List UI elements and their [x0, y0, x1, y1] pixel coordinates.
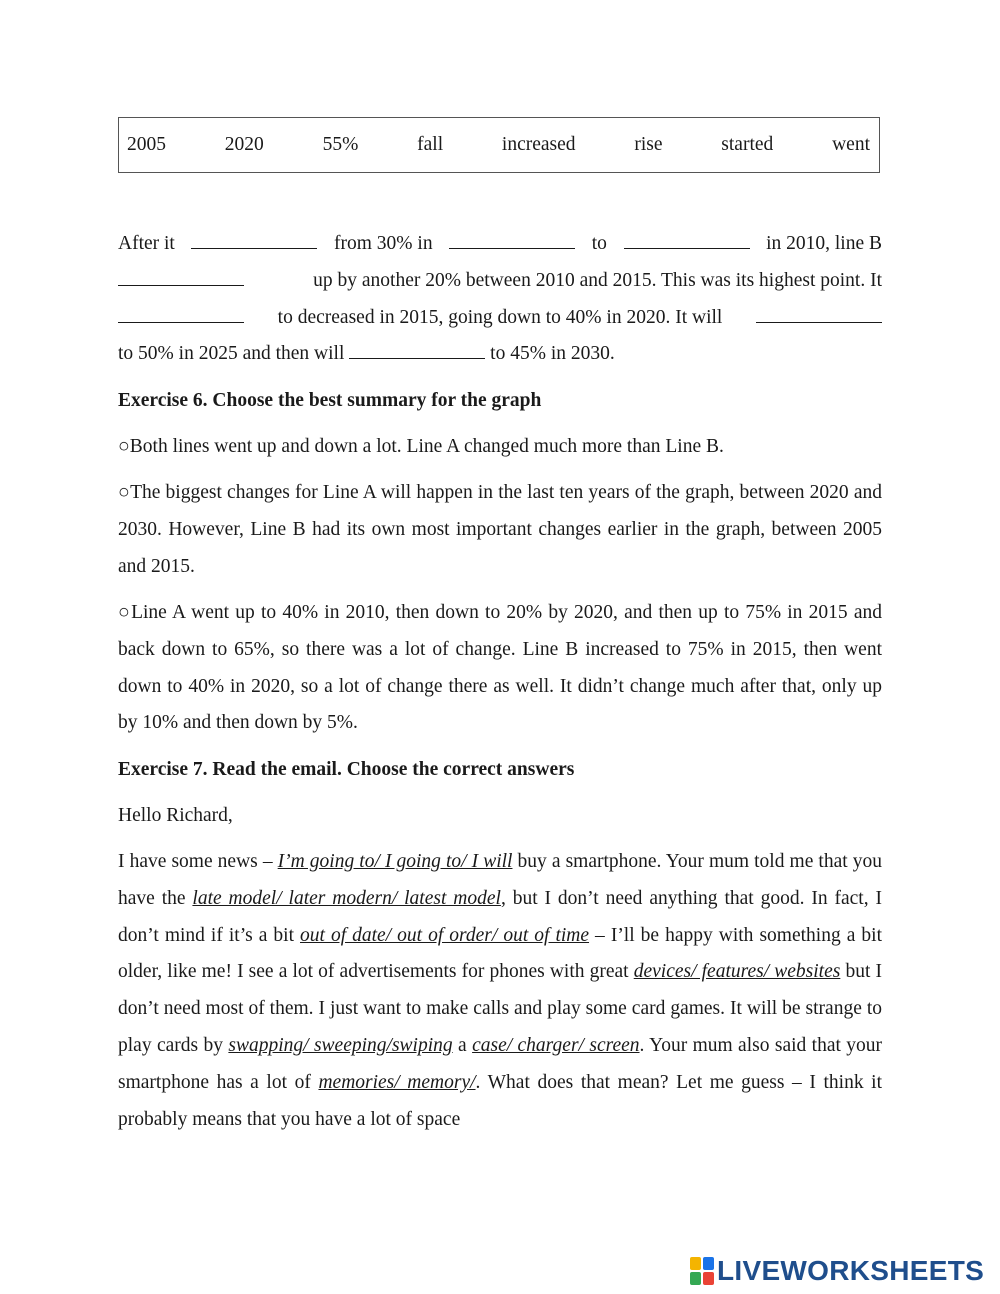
logo-square	[703, 1272, 714, 1285]
email-text: . What does that mean? Let me guess – I think it probably means that you have a lot of space	[118, 1071, 883, 1130]
fill-line-1	[118, 226, 882, 263]
word-bank-item: increased	[501, 134, 576, 155]
email-text: but I don’t need most of them. I just want to make calls and play some card games. It will be strange to play cards by	[118, 961, 883, 1056]
exercise-6-option-1[interactable]: ○Both lines went up and down a lot. Line A changed much more than Line B.	[118, 436, 724, 457]
text-segment: After it	[118, 233, 175, 254]
answer-choice-6[interactable]: case/ charger/ screen	[472, 1034, 640, 1056]
answer-choice-1[interactable]: I’m going to/ I going to/ I will	[277, 851, 513, 872]
word-bank-item: 2005	[127, 134, 166, 155]
email-text: buy a smartphone. Your mum told me that you have the	[118, 851, 882, 909]
logo-square	[690, 1272, 701, 1285]
email-body	[118, 844, 882, 1138]
blank-2[interactable]	[449, 232, 575, 249]
logo-icon	[690, 1257, 714, 1285]
text-segment: in 2010, line B	[766, 233, 882, 254]
blank-6[interactable]	[756, 306, 882, 323]
answer-choice-2[interactable]: late model/ later modern/ latest model	[192, 887, 501, 909]
text-segment: to 50% in 2025 and then will	[118, 343, 345, 365]
email-text: a	[452, 1034, 473, 1056]
fill-in-paragraph	[118, 226, 882, 373]
answer-choice-7[interactable]: memories/ memory/	[318, 1071, 476, 1093]
exercise-6-option-3[interactable]: ○Line A went up to 40% in 2010, then down to 20% by 2020, and then up to 75% in 2015 and back down to 65%, so there was a lot of change. Line B increased to 75% in 2015, then went down to 40% in 2020, so a lot of change there as well. It didn’t change much after that, only up by 10% and then down by 5%.	[118, 602, 882, 734]
email-text: . Your mum also said that your smartphone has a lot of	[118, 1034, 883, 1093]
text-segment: to	[591, 233, 607, 254]
word-bank-item: rise	[634, 134, 663, 155]
answer-choice-5[interactable]: swapping/ sweeping/swiping	[228, 1034, 453, 1056]
fill-line-3	[118, 300, 882, 337]
word-bank	[118, 117, 880, 173]
email-text: – I’ll be happy with something a bit older, like me! I see a lot of advertisements for phones with great	[118, 924, 882, 983]
word-bank-item: fall	[417, 134, 444, 155]
liveworksheets-logo	[690, 1256, 984, 1286]
text-segment: to decreased in 2015, going down to 40% in 2020. It will	[277, 306, 723, 328]
word-bank-item: 2020	[224, 134, 264, 155]
word-bank-item: started	[721, 134, 774, 155]
blank-1[interactable]	[191, 232, 317, 249]
text-segment: to 45% in 2030.	[490, 343, 615, 365]
logo-square	[690, 1257, 701, 1270]
email-text: I have some news –	[118, 851, 278, 872]
word-bank-item: 55%	[322, 134, 359, 155]
answer-choice-3[interactable]: out of date/ out of order/ out of time	[300, 924, 590, 946]
exercise-7-heading: Exercise 7. Read the email. Choose the correct answers	[118, 759, 575, 780]
blank-7[interactable]	[349, 342, 485, 359]
text-segment: up by another 20% between 2010 and 2015. This was its highest point. It	[313, 269, 882, 291]
logo-text: LIVEWORKSHEETS	[717, 1255, 985, 1286]
logo-square	[703, 1257, 714, 1270]
text-segment: from 30% in	[334, 233, 433, 254]
exercise-6-heading: Exercise 6. Choose the best summary for the graph	[118, 390, 542, 411]
blank-5[interactable]	[118, 306, 244, 323]
blank-3[interactable]	[624, 232, 750, 249]
word-bank-item: went	[832, 134, 870, 155]
fill-line-2	[118, 263, 882, 300]
fill-line-4	[118, 336, 882, 373]
exercise-6-option-2[interactable]: ○The biggest changes for Line A will happen in the last ten years of the graph, between 2020 and 2030. However, Line B had its own most important changes earlier in the graph, between 2005 and 2015.	[118, 482, 882, 577]
email-greeting: Hello Richard,	[118, 805, 233, 826]
answer-choice-4[interactable]: devices/ features/ websites	[633, 961, 841, 983]
blank-4[interactable]	[118, 269, 244, 286]
email-text: , but I don’t need anything that good. In fact, I don’t mind if it’s a bit	[118, 887, 882, 946]
